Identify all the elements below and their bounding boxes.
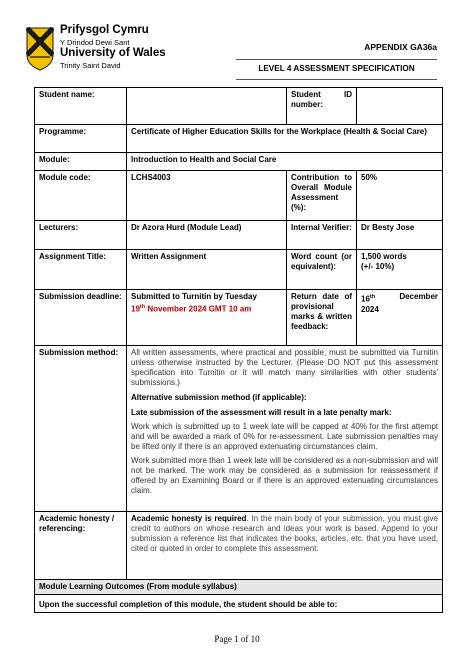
page-footer — [0, 634, 474, 644]
module-code-value: LCHS4003 — [127, 171, 287, 221]
university-crest-logo — [26, 27, 54, 71]
institution-line-1: Prifysgol Cymru — [60, 24, 149, 36]
row-lecturers — [35, 221, 443, 250]
submission-method-value — [127, 346, 443, 512]
module-code-label: Module code: — [35, 171, 127, 221]
row-module-code — [35, 171, 443, 221]
submission-method-label: Submission method: — [35, 346, 127, 512]
word-count-label: Word count (or equivalent): — [287, 250, 357, 290]
late-submission-heading: Late submission of the assessment will result in a late penalty mark: — [131, 408, 392, 417]
return-month: December — [399, 292, 438, 301]
deadline-day: 19 — [131, 304, 140, 314]
academic-honesty-text: . In the main body of your submission, you must give credit to authors on whose research and ideas your work is based. Append to your submission a reference list that indicates the books, articles, etc. that you have used, cited or quoted in order to complete this assessment. — [131, 514, 438, 553]
student-id-label: Student ID number: — [287, 88, 357, 125]
spec-title: LEVEL 4 ASSESSMENT SPECIFICATION — [258, 64, 415, 73]
return-day-suffix: th — [369, 294, 376, 300]
page-current: 1 — [234, 634, 239, 644]
row-student — [35, 88, 443, 125]
deadline-rest: November 2024 GMT 10 am — [145, 304, 252, 314]
student-name-label: Student name: — [35, 88, 127, 125]
late-submission-text-2: Work submitted more than 1 week late will be considered as a non-submission and will not be marked. The work may be considered as a submission for reassessment if offered by an Examining Board or if there is an approved extenuating circumstances claim. — [131, 456, 438, 495]
word-count-value: 1,500 words — [361, 252, 407, 261]
word-count-cell — [357, 250, 443, 290]
student-name-value — [127, 88, 287, 125]
academic-honesty-label: Academic honesty / referencing: — [35, 512, 127, 580]
spec-rule-top — [236, 59, 437, 60]
assignment-title-label: Assignment Title: — [35, 250, 127, 290]
return-day-wrap — [361, 292, 375, 305]
row-academic-honesty — [35, 512, 443, 580]
contribution-value: 50% — [357, 171, 443, 221]
word-count-tolerance: (+/- 10%) — [361, 262, 395, 271]
appendix-label: APPENDIX GA36a — [364, 42, 437, 52]
programme-label: Programme: — [35, 125, 127, 153]
academic-honesty-value — [127, 512, 443, 580]
module-label: Module: — [35, 153, 127, 171]
programme-value: Certificate of Higher Education Skills for the Workplace (Health & Social Care) — [127, 125, 443, 153]
verifier-label: Internal Verifier: — [287, 221, 357, 250]
submission-method-text: All written assessments, where practical and possible, must be submitted via Turnitin unless otherwise instructed by the Lecturer. (Please DO NOT put this assessment specification into Turnitin or it will match many similarities with other students' submissions.) — [131, 348, 438, 387]
return-date-value — [357, 290, 443, 346]
page-total: 10 — [250, 634, 260, 644]
row-assignment-title — [35, 250, 443, 290]
learning-outcomes-heading: Module Learning Outcomes (From module syllabus) — [35, 580, 443, 595]
return-date-line-1 — [361, 292, 438, 305]
lecturers-label: Lecturers: — [35, 221, 127, 250]
verifier-value: Dr Besty Jose — [357, 221, 443, 250]
deadline-date — [131, 302, 282, 315]
institution-line-3: University of Wales — [60, 47, 166, 59]
deadline-day-suffix: th — [139, 304, 146, 310]
learning-outcomes-intro: Upon the successful completion of this module, the student should be able to: — [35, 595, 443, 613]
row-outcomes-heading — [35, 580, 443, 595]
return-date-label: Return date of provisional marks & written feedback: — [287, 290, 357, 346]
page-of: of — [238, 634, 251, 644]
row-module — [35, 153, 443, 171]
return-year: 2024 — [361, 304, 379, 314]
lecturers-value: Dr Azora Hurd (Module Lead) — [127, 221, 287, 250]
module-value: Introduction to Health and Social Care — [127, 153, 443, 171]
page-prefix: Page — [214, 634, 235, 644]
row-outcomes-intro — [35, 595, 443, 613]
academic-honesty-lead: Academic honesty is required — [131, 514, 247, 523]
assessment-table — [34, 87, 443, 613]
deadline-value — [127, 290, 287, 346]
return-day: 16 — [361, 294, 370, 304]
alternative-method-heading: Alternative submission method (if applicable): — [131, 393, 307, 402]
contribution-label: Contribution to Overall Module Assessment (%): — [287, 171, 357, 221]
spec-rule-bottom — [236, 79, 437, 80]
late-submission-text: Work which is submitted up to 1 week late will be capped at 40% for the first attempt and will be awarded a mark of 0% for re-assessment. Late submission penalties may be lifted only if there is an approved extenuating circumstances claim. — [131, 422, 438, 451]
institution-name — [60, 25, 166, 69]
deadline-label: Submission deadline: — [35, 290, 127, 346]
row-programme — [35, 125, 443, 153]
row-submission-method — [35, 346, 443, 512]
institution-line-4: Trinity Saint David — [60, 60, 121, 70]
deadline-line-1: Submitted to Turnitin by Tuesday — [131, 292, 257, 301]
institution-line-2: Y Drindod Dewi Sant — [60, 37, 130, 47]
student-id-value — [357, 88, 443, 125]
assignment-title-value: Written Assignment — [127, 250, 287, 290]
row-deadline — [35, 290, 443, 346]
